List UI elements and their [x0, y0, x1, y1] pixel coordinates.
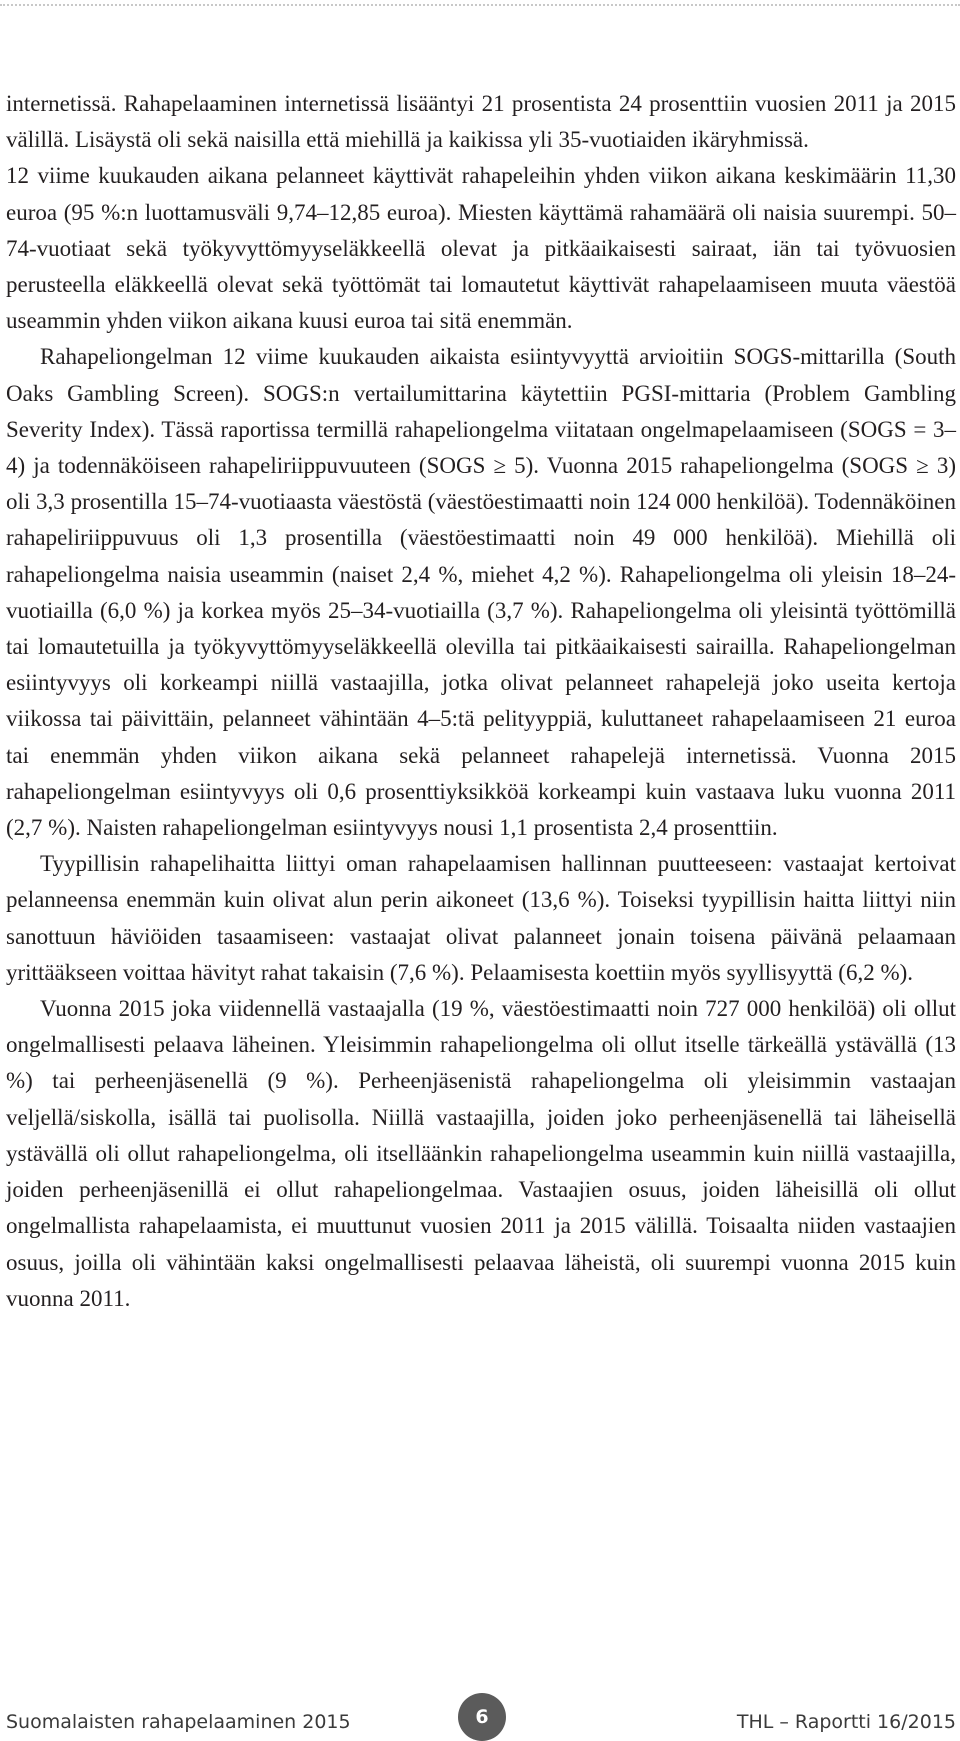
paragraph-typical-harms: Tyypillisin rahapelihaitta liittyi oman rahapelaamisen hallinnan puutteeseen: vastaajat kertoivat pelanneensa enemmän kuin olivat alun perin aikoneet (13,6 %). Toiseksi tyypillisin haitta liittyi niin sanottuun häviöiden tasaamiseen: vastaajat olivat palanneet jonain toisena päivänä pelaamaan yrittääkseen voittaa hävityt rahat takaisin (7,6 %). Pelaamisesta koettiin myös syyllisyyttä (6,2 %). [6, 851, 956, 985]
paragraph-gambling-spending: 12 viime kuukauden aikana pelanneet käyttivät rahapeleihin yhden viikon aikana keskimäärin 11,30 euroa (95 %:n luottamusväli 9,74–12,85 euroa). Miesten käyttämä rahamäärä oli naisia suurempi. 50–74-vuotiaat sekä työkyvyttömyyseläkkeellä olevat ja pitkäaikaisesti sairaat, iän tai työvuosien perusteella eläkkeellä olevat sekä työttömät tai lomautetut käyttivät rahapelaamiseen muuta väestöä useammin yhden viikon aikana kuusi euroa tai sitä enemmän. [6, 163, 956, 334]
page-footer [6, 1693, 956, 1737]
paragraph-close-ones: Vuonna 2015 joka viidennellä vastaajalla (19 %, väestöestimaatti noin 727 000 henkilöä) oli ollut ongelmallisesti pelaava läheinen. Yleisimmin rahapeliongelma oli ollut itselle tärkeällä ystävällä (13 %) tai perheenjäsenellä (9 %). Perheenjäsenistä rahapeliongelma oli yleisimmin vastaajan veljellä/siskolla, isällä tai puolisolla. Niillä vastaajilla, joiden joko perheenjäsenellä tai läheisellä ystävällä oli ollut rahapeliongelma, oli itselläänkin rahapeliongelma useammin kuin niillä vastaajilla, joiden perheenjäsenillä ei ollut rahapeliongelmaa. Vastaajien osuus, joiden läheisillä oli ollut ongelmallista rahapelaamista, ei muuttunut vuosien 2011 ja 2015 välillä. Toisaalta niiden vastaajien osuus, joilla oli vähintään kaksi ongelmallisesti pelaavaa läheistä, oli suurempi vuonna 2015 kuin vuonna 2011. [6, 996, 956, 1311]
paragraph-gambling-problem-prevalence: Rahapeliongelman 12 viime kuukauden aikaista esiintyvyyttä arvioitiin SOGS-mittarilla (South Oaks Gambling Screen). SOGS:n vertailumittarina käytettiin PGSI-mittaria (Problem Gambling Severity Index). Tässä raportissa termillä rahapeliongelma viitataan ongelmapelaamiseen (SOGS = 3–4) ja todennäköiseen rahapeliriippuvuuteen (SOGS ≥ 5). Vuonna 2015 rahapeliongelma (SOGS ≥ 3) oli 3,3 prosentilla 15–74-vuotiaasta väestöstä (väestöestimaatti noin 124 000 henkilöä). Todennäköinen rahapeliriippuvuus oli 1,3 prosentilla (väestöestimaatti noin 49 000 henkilöä). Miehillä oli rahapeliongelma naisia useammin (naiset 2,4 %, miehet 4,2 %). Rahapeliongelma oli yleisin 18–24-vuotiailla (6,0 %) ja korkea myös 25–34-vuotiailla (3,7 %). Rahapeliongelma oli yleisintä työttömillä tai lomautetuilla ja työkyvyttömyyseläkkeellä olevilla tai pitkäaikaisesti sairailla. Rahapeliongelman esiintyvyys oli korkeampi niillä vastaajilla, jotka olivat pelanneet rahapelejä joko useita kertoja viikossa tai päivittäin, pelanneet vähintään 4–5:tä pelityyppiä, kuluttaneet rahapelaamiseen 21 euroa tai enemmän yhden viikon aikana sekä pelanneet rahapelejä internetissä. Vuonna 2015 rahapeliongelman esiintyvyys oli 0,6 prosenttiyksikköä korkeampi kuin vastaava luku vuonna 2011 (2,7 %). Naisten rahapeliongelman esiintyvyys nousi 1,1 prosentista 2,4 prosenttiin. [6, 344, 956, 841]
page-number: 6 [475, 1706, 489, 1728]
body-text [6, 86, 956, 1317]
paragraph-internet-gambling: internetissä. Rahapelaaminen internetissä lisääntyi 21 prosentista 24 prosenttiin vuosien 2011 ja 2015 välillä. Lisäystä oli sekä naisilla että miehillä ja kaikissa yli 35-vuotiaiden ikäryhmissä. [6, 91, 956, 153]
page-top-border [0, 4, 960, 6]
footer-report-id: THL – Raportti 16/2015 [736, 1711, 956, 1733]
page-number-badge [458, 1693, 506, 1741]
footer-publication-title: Suomalaisten rahapelaaminen 2015 [6, 1711, 351, 1733]
